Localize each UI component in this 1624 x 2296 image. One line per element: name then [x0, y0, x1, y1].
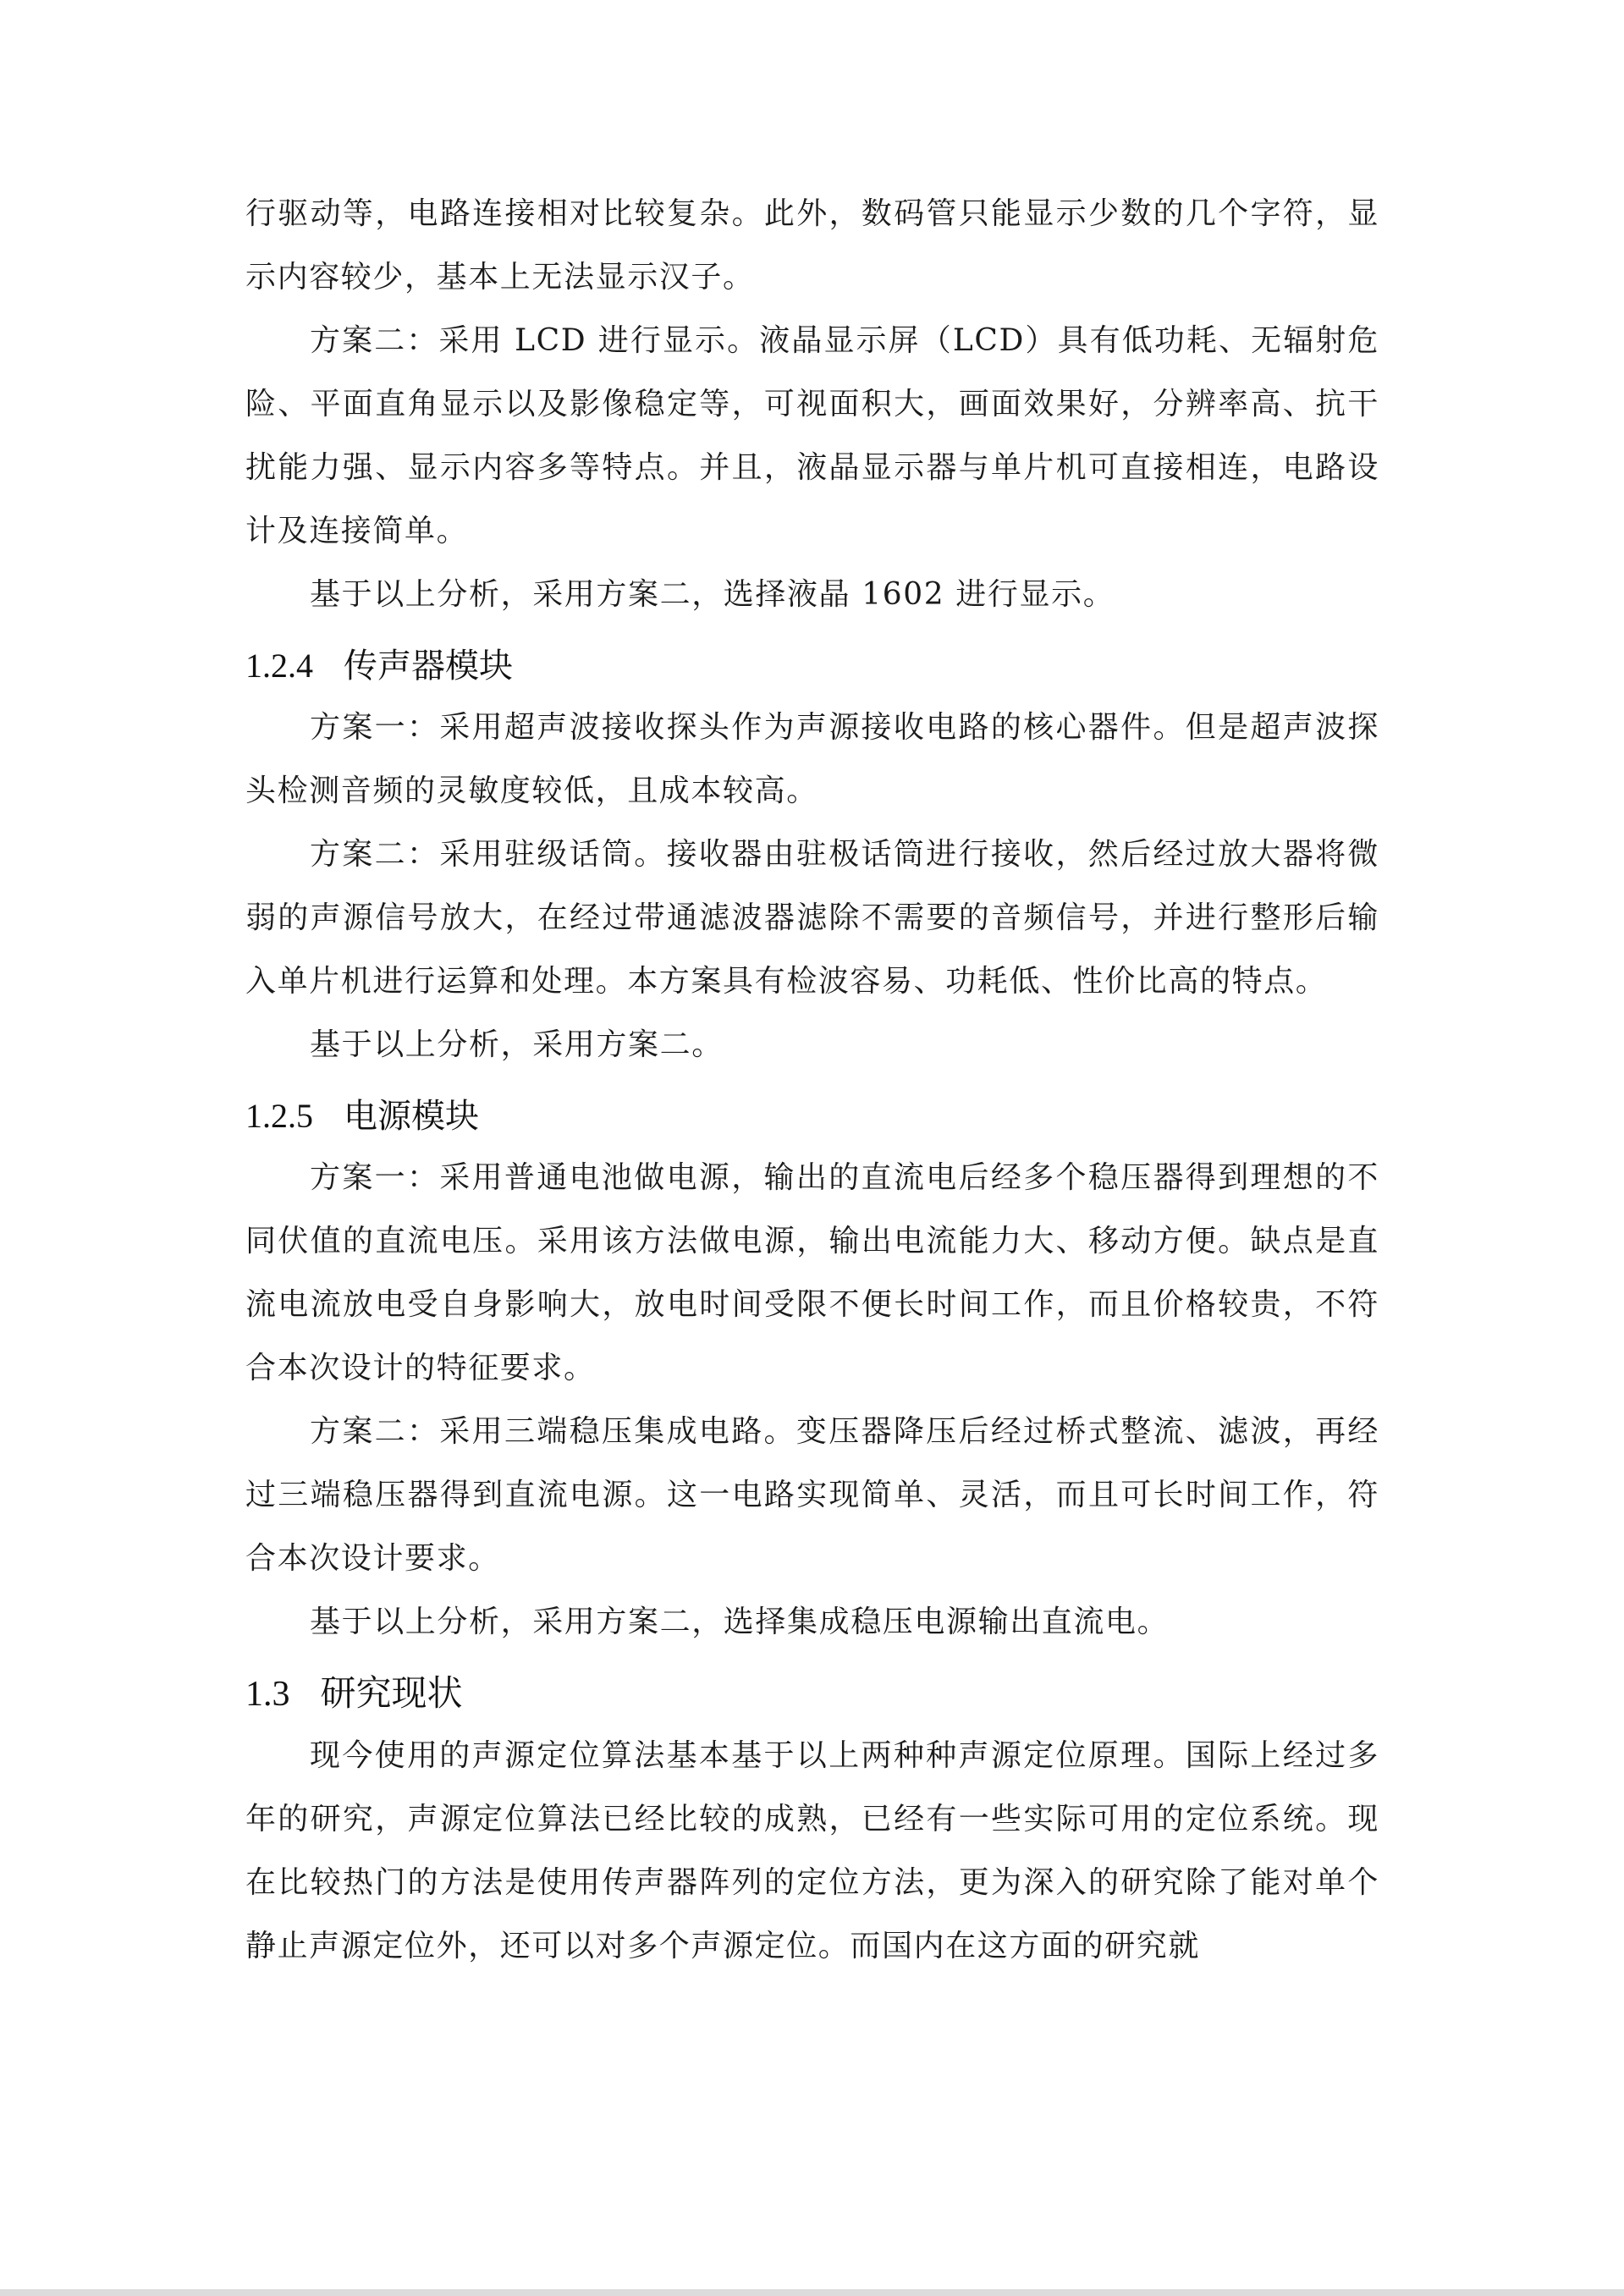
- paragraph-power-conclusion: 基于以上分析，采用方案二，选择集成稳压电源输出直流电。: [310, 1605, 1170, 1639]
- paragraph-mic-option-1: 方案一：采用超声波接收探头作为声源接收电路的核心器件。但是超声波探头检测音频的灵敏度较低，且成本较高。: [245, 710, 1379, 808]
- section-heading-1-2-5: [245, 1095, 1379, 1137]
- section-title: 研究现状: [320, 1672, 463, 1714]
- paragraph-display-option-2: 方案二：采用 LCD 进行显示。液晶显示屏（LCD）具有低功耗、无辐射危险、平面直角显示以及影像稳定等，可视面积大，画面效果好，分辨率高、抗干扰能力强、显示内容多等特点。并且，液晶显示器与单片机可直接相连，电路设计及连接简单。: [245, 323, 1379, 548]
- paragraph-mic-conclusion: 基于以上分析，采用方案二。: [310, 1027, 724, 1062]
- paragraph-mic-option-2: 方案二：采用驻级话筒。接收器由驻极话筒进行接收，然后经过放大器将微弱的声源信号放大，在经过带通滤波器滤除不需要的音频信号，并进行整形后输入单片机进行运算和处理。本方案具有检波容易、功耗低、性价比高的特点。: [245, 837, 1379, 999]
- section-title: 电源模块: [344, 1097, 479, 1136]
- document-page: [245, 182, 1379, 1978]
- section-title: 传声器模块: [344, 647, 513, 685]
- section-heading-1-3: [245, 1672, 1379, 1715]
- section-number: 1.2.4: [245, 647, 313, 685]
- section-number: 1.2.5: [245, 1097, 313, 1135]
- section-heading-1-2-4: [245, 645, 1379, 687]
- paragraph-research-status: 现今使用的声源定位算法基本基于以上两种种声源定位原理。国际上经过多年的研究，声源定位算法已经比较的成熟，已经有一些实际可用的定位系统。现在比较热门的方法是使用传声器阵列的定位方法，更为深入的研究除了能对单个静止声源定位外，还可以对多个声源定位。而国内在这方面的研究就: [245, 1738, 1379, 1963]
- paragraph-display-drawback: 行驱动等，电路连接相对比较复杂。此外，数码管只能显示少数的几个字符，显示内容较少，基本上无法显示汉子。: [245, 196, 1379, 295]
- paragraph-display-conclusion: 基于以上分析，采用方案二，选择液晶 1602 进行显示。: [310, 577, 1115, 612]
- page-bottom-edge: [0, 2289, 1624, 2296]
- paragraph-power-option-2: 方案二：采用三端稳压集成电路。变压器降压后经过桥式整流、滤波，再经过三端稳压器得到直流电源。这一电路实现简单、灵活，而且可长时间工作，符合本次设计要求。: [245, 1414, 1379, 1576]
- paragraph-power-option-1: 方案一：采用普通电池做电源，输出的直流电后经多个稳压器得到理想的不同伏值的直流电压。采用该方法做电源，输出电流能力大、移动方便。缺点是直流电流放电受自身影响大，放电时间受限不便长时间工作，而且价格较贵，不符合本次设计的特征要求。: [245, 1160, 1379, 1385]
- section-number: 1.3: [245, 1675, 290, 1714]
